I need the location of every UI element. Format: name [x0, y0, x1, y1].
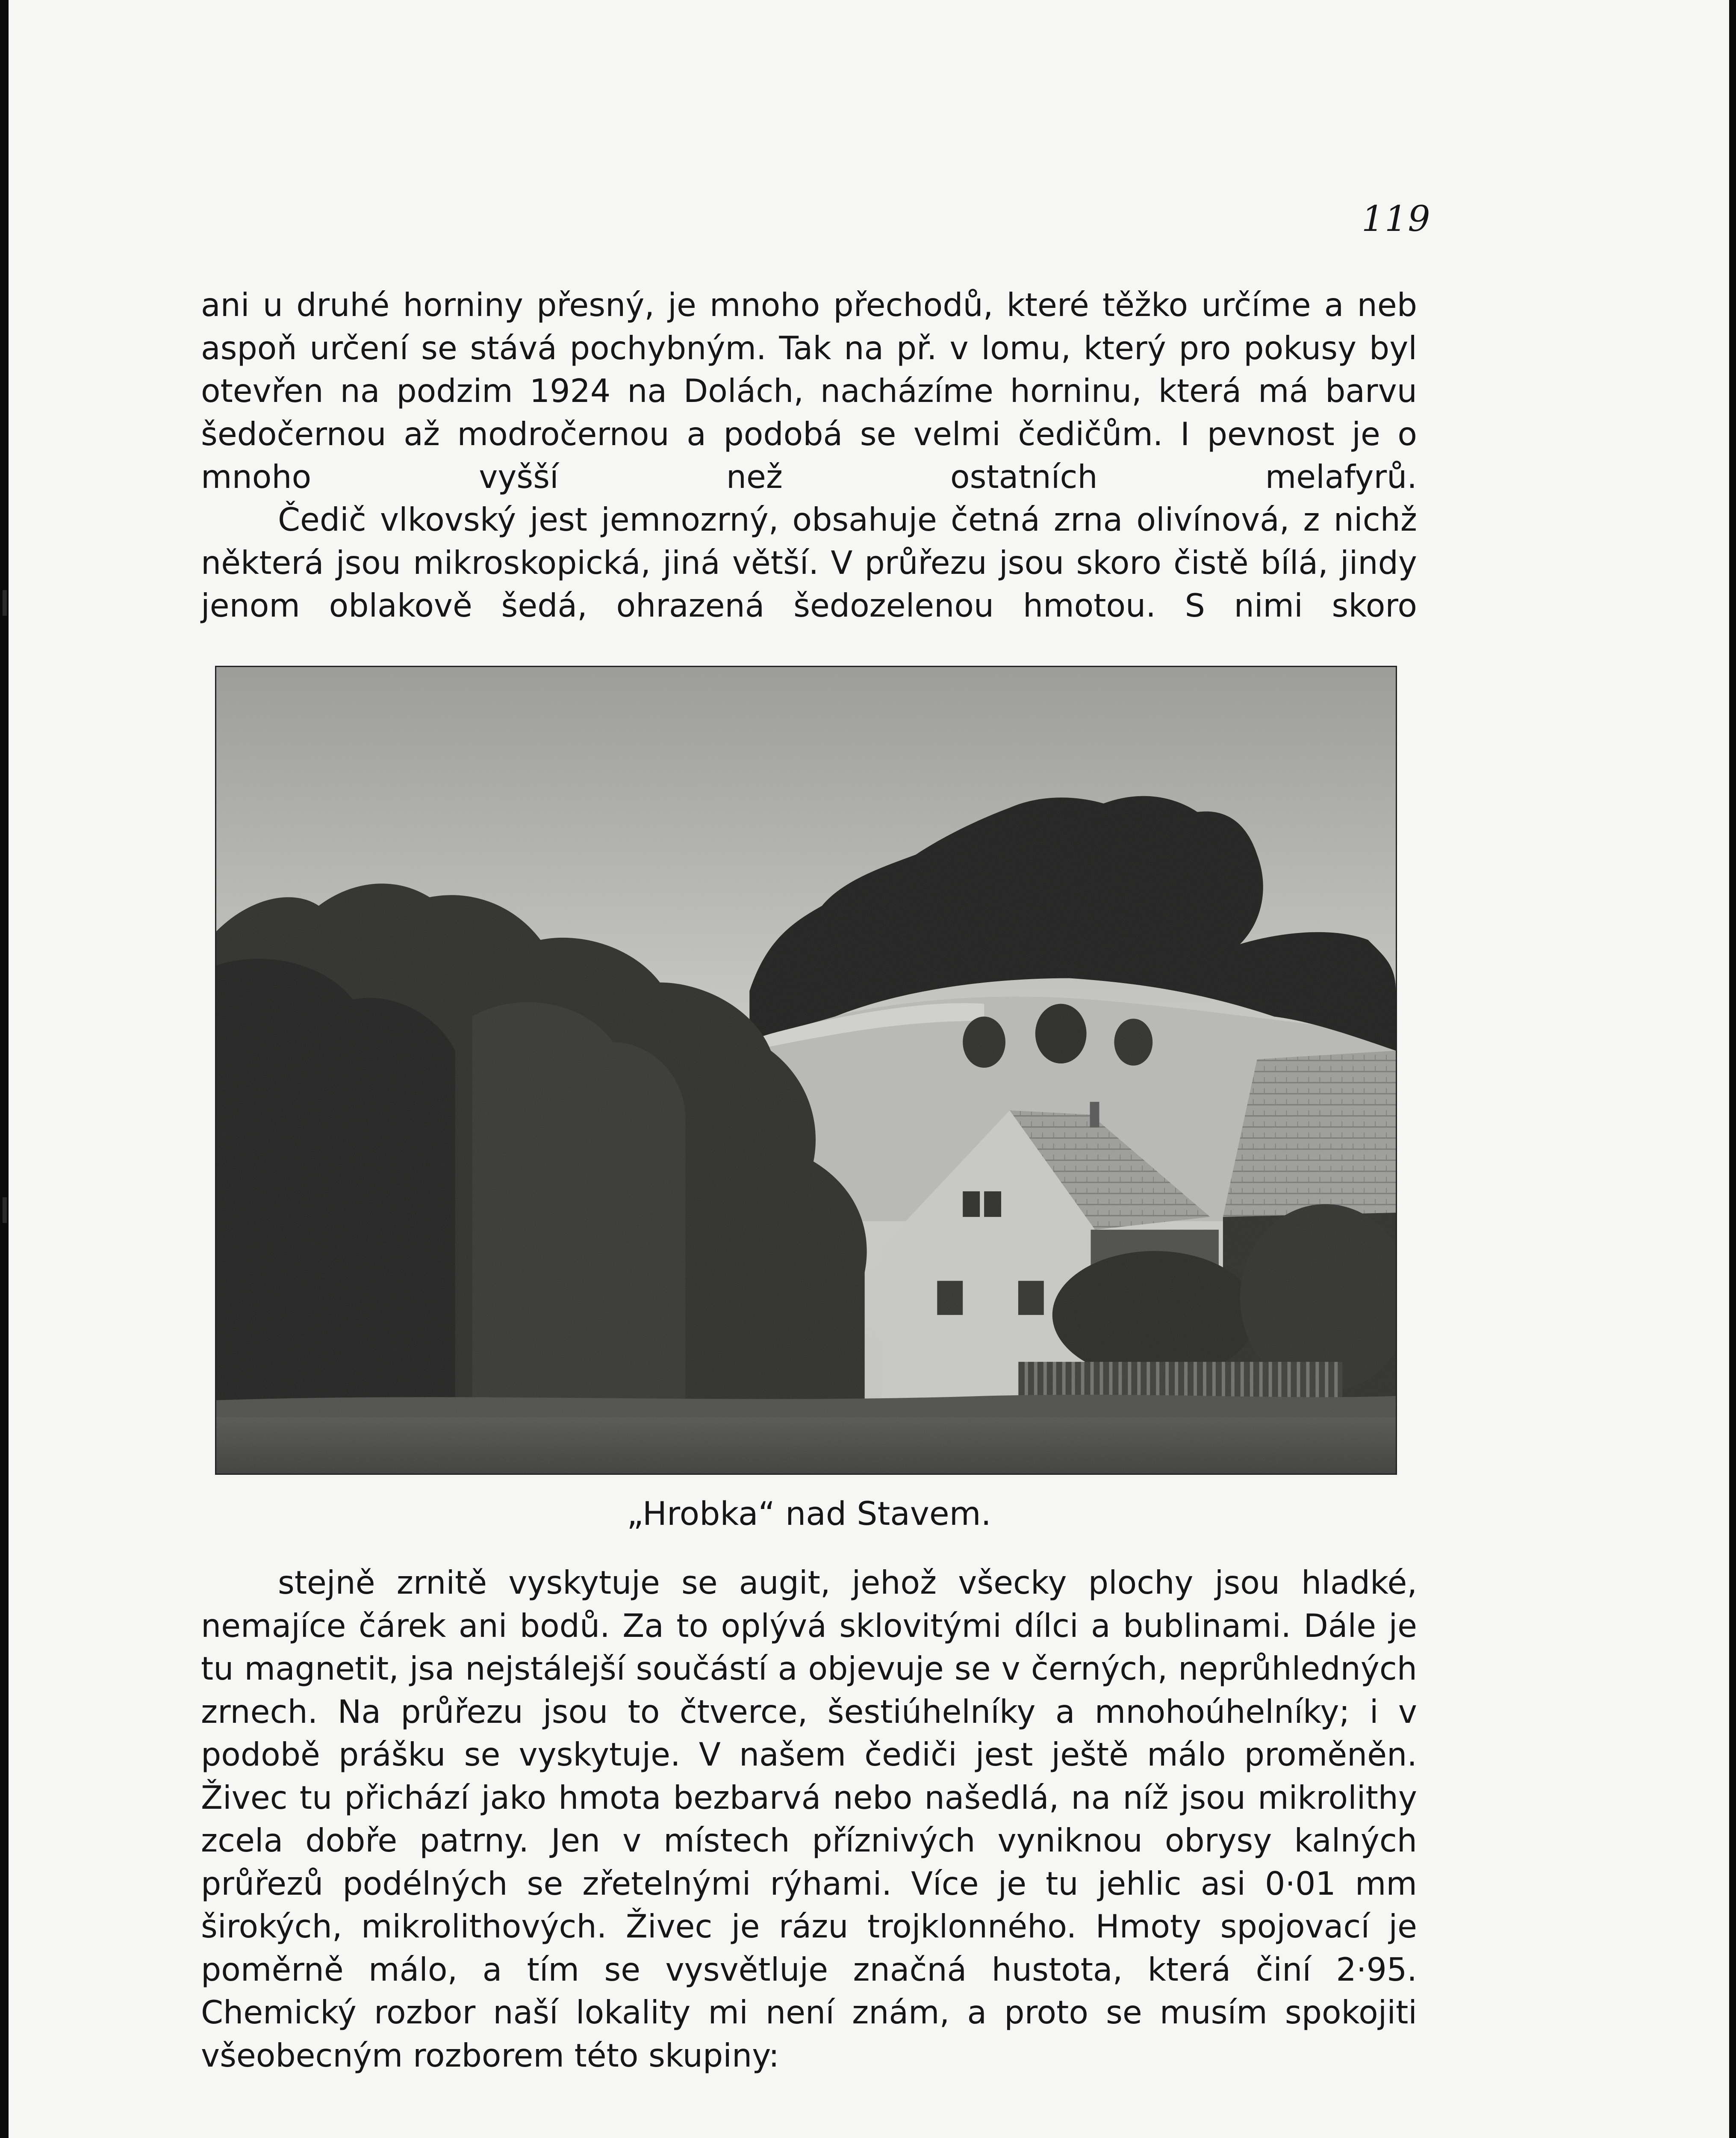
page-number: 119 [1362, 199, 1431, 239]
paragraph-1: ani u druhé horniny přesný, je mnoho přechodů, které těžko určíme a neb aspoň určení se stává pochybným. Tak na př. v lomu, který pro pokusy byl otevřen na podzim 1924 na Dolách, nacházíme horninu, která má barvu šedočernou až modročernou a podobá se velmi čedičům. I pevnost je o mnoho vyšší než ostatních melafyrů. [201, 286, 1417, 496]
figure-caption: „Hrobka“ nad Stavem. [627, 1494, 991, 1533]
photograph-hrobka [215, 666, 1397, 1475]
paragraph-3: stejně zrnitě vyskytuje se augit, jehož všecky plochy jsou hladké, nemajíce čárek ani bodů. Za to oplývá sklovitými dílci a bublinami. Dále je tu magnetit, jsa nejstálejší součástí a objevuje se v černých, neprůhledných zrnech. Na průřezu jsou to čtverce, šestiúhelníky a mnohoúhelníky; i v podobě prášku se vyskytuje. V našem čediči jest ještě málo proměněn. Živec tu přichází jako hmota bezbarvá nebo našedlá, na níž jsou mikrolithy zcela dobře patrny. Jen v místech příznivých vyniknou obrysy kalných průřezů podélných se zřetelnými rýhami. Více je tu jehlic asi 0·01 mm širokých, mikrolithových. Živec je rázu trojklonného. Hmoty spojovací je poměrně málo, a tím se vysvětluje značná hustota, která činí 2·95. Chemický rozbor naší lokality mi není znám, a proto se musím spokojiti všeobecným rozborem této skupiny: [201, 1564, 1417, 2074]
book-page [9, 0, 1729, 2138]
scan-edge-mark [3, 1197, 7, 1223]
paragraph-2: Čedič vlkovský jest jemnozrný, obsahuje četná zrna olivínová, z nichž některá jsou mikroskopická, jiná větší. V průřezu jsou skoro čistě bílá, jindy jenom oblakově šedá, ohrazená šedozelenou hmotou. S nimi skoro [201, 501, 1417, 624]
scan-edge-mark [3, 590, 7, 616]
photograph-illustration [216, 667, 1396, 1474]
